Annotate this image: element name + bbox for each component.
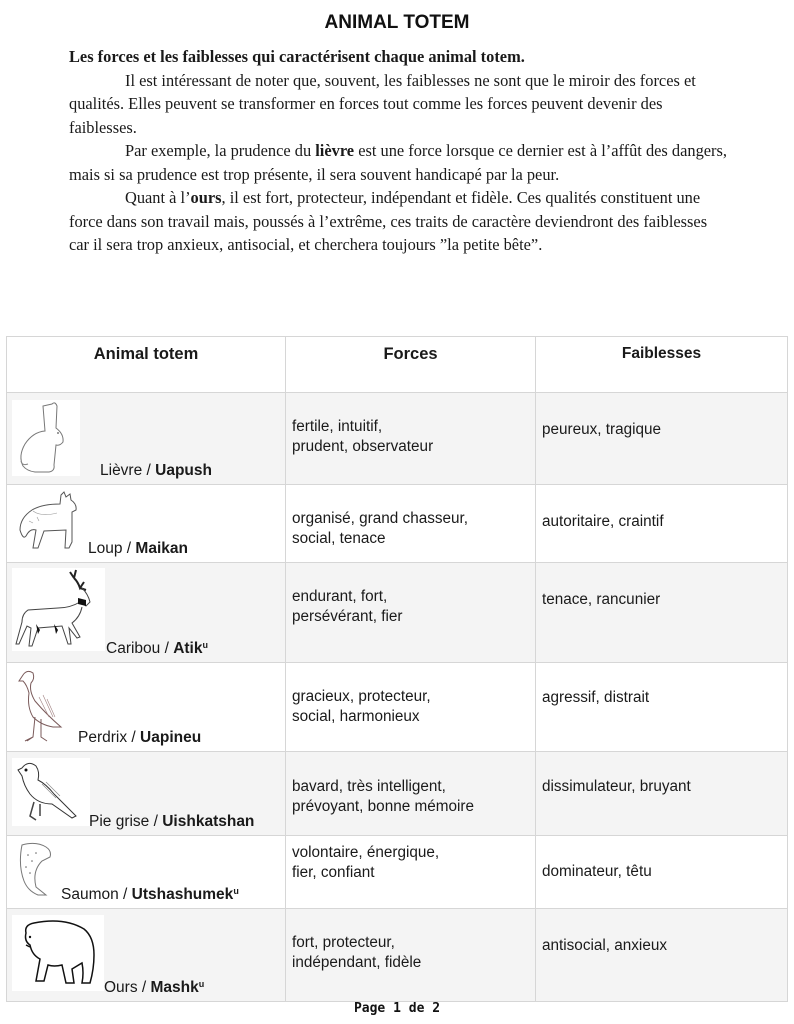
page-title: ANIMAL TOTEM [324,12,470,33]
animal-name [100,462,212,480]
animal-name [106,640,208,658]
caribou-icon [12,568,105,651]
partridge-icon [13,667,79,747]
animal-name [61,886,239,904]
animal-cell [7,836,286,909]
animal-innu-name: Uishkatshan [162,813,255,830]
faiblesses-text: agressif, distrait [542,689,650,706]
forces-text: bavard, très intelligent, prévoyant, bonne mémoire [292,778,474,815]
faiblesses-text: antisocial, anxieux [542,937,667,954]
animal-innu-name: Atik [173,640,203,657]
forces-text: gracieux, protecteur, social, harmonieux [292,688,431,725]
separator: / [127,729,141,746]
hare-icon [12,400,80,476]
faiblesses-text: tenace, rancunier [542,591,661,608]
emphasis-lievre: lièvre [315,141,355,160]
forces-cell [286,663,536,752]
table-row [7,909,788,1002]
separator: / [137,979,151,996]
header-forces: Forces [286,337,536,393]
forces-cell [286,563,536,663]
forces-cell [286,909,536,1002]
faiblesses-cell [536,752,788,836]
animal-name [78,729,201,747]
superscript: u [198,979,205,989]
wolf-icon [11,491,85,553]
animal-cell [7,752,286,836]
animal-french-name: Pie grise [89,813,150,830]
separator: / [122,540,136,557]
table-row [7,836,788,909]
forces-cell [286,393,536,485]
table-row [7,752,788,836]
header-animal-totem: Animal totem [7,337,286,393]
animal-french-name: Caribou [106,640,161,657]
animal-french-name: Perdrix [78,729,128,746]
animal-innu-name: Utshashumek [131,886,234,903]
forces-cell [286,752,536,836]
separator: / [142,462,156,479]
animal-name [104,979,204,997]
shrike-icon [12,758,90,826]
faiblesses-text: autoritaire, craintif [542,513,664,530]
animal-innu-name: Mashk [150,979,199,996]
animal-french-name: Ours [104,979,138,996]
bear-icon [12,915,104,991]
animal-innu-name: Uapineu [140,729,202,746]
separator: / [118,886,132,903]
animal-name [89,813,254,831]
salmon-icon [12,841,58,899]
faiblesses-cell [536,563,788,663]
forces-cell [286,485,536,563]
page-number: Page 1 de 2 [353,1001,441,1016]
animal-cell [7,393,286,485]
animal-french-name: Lièvre [100,462,143,479]
text-run: , il est fort, protecteur, indépendant et fidèle. Ces qualités constituent une force dans son travail mais, poussés à l’extrême, ces traits de caractère deviendront des faiblesses car il sera trop anxieux, antisocial, et cherchera toujours ”la petite bête”. [69,188,708,254]
header-faiblesses: Faiblesses [536,337,788,393]
text-run: Quant à l’ [125,188,191,207]
totem-table [6,336,788,1002]
faiblesses-text: peureux, tragique [542,421,662,438]
intro-text [69,45,729,257]
separator: / [149,813,163,830]
intro-paragraph-2 [69,139,729,186]
animal-cell [7,663,286,752]
table-row [7,485,788,563]
animal-innu-name: Maikan [135,540,188,557]
faiblesses-cell [536,836,788,909]
superscript: u [233,886,239,896]
forces-text: organisé, grand chasseur, social, tenace [292,510,469,547]
faiblesses-cell [536,485,788,563]
faiblesses-cell [536,909,788,1002]
animal-innu-name: Uapush [155,462,212,479]
superscript: u [202,640,208,650]
intro-lead: Les forces et les faiblesses qui caractérisent chaque animal totem. [69,47,525,66]
faiblesses-cell [536,663,788,752]
table-header-row [7,337,788,393]
emphasis-ours: ours [190,188,222,207]
table-row [7,563,788,663]
animal-french-name: Loup [88,540,123,557]
faiblesses-text: dissimulateur, bruyant [542,778,691,795]
table-row [7,663,788,752]
forces-text: fort, protecteur, indépendant, fidèle [292,934,422,971]
text-run: est une force lorsque ce dernier est à l’affût des dangers, mais si sa prudence est trop présente, il sera souvent handicapé par la peur. [69,141,727,184]
animal-cell [7,563,286,663]
forces-cell [286,836,536,909]
faiblesses-cell [536,393,788,485]
animal-name [88,540,188,558]
animal-french-name: Saumon [61,886,119,903]
faiblesses-text: dominateur, têtu [542,863,652,880]
forces-text: volontaire, énergique, fier, confiant [292,844,440,881]
intro-paragraph-1: Il est intéressant de noter que, souvent, les faiblesses ne sont que le miroir des forces et qualités. Elles peuvent se transformer en forces tout comme les forces peuvent devenir des faiblesses. [69,70,696,137]
forces-text: endurant, fort, persévérant, fier [292,588,403,625]
separator: / [160,640,174,657]
animal-cell [7,485,286,563]
intro-paragraph-3 [69,186,729,257]
text-run: Par exemple, la prudence du [125,141,316,160]
table-row [7,393,788,485]
forces-text: fertile, intuitif, prudent, observateur [292,418,434,455]
animal-cell [7,909,286,1002]
